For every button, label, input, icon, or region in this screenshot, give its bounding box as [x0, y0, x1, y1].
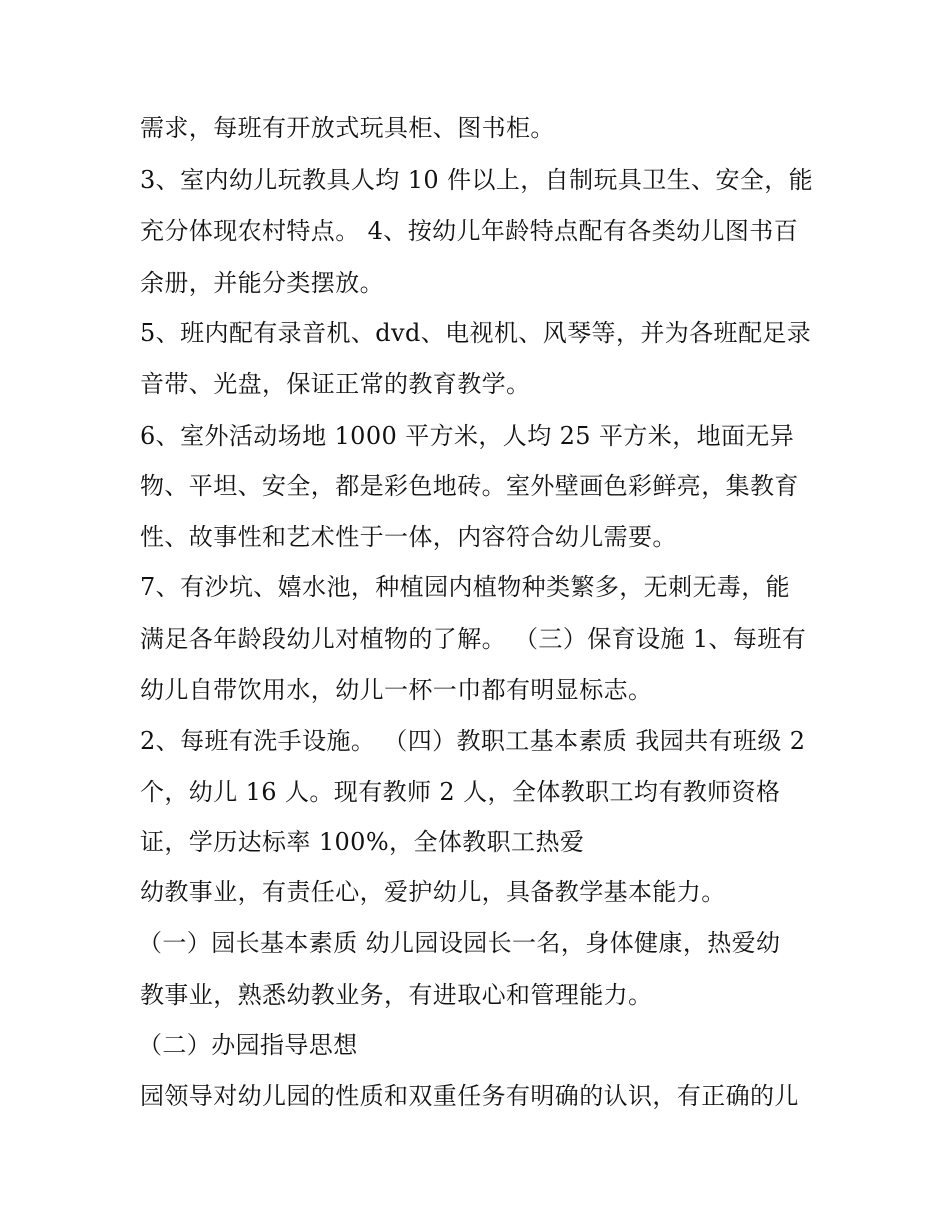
text-line: （二）办园指导思想 — [138, 1031, 358, 1059]
text-line: 满足各年龄段幼儿对植物的了解。 （三）保育设施 1、每班有 — [140, 625, 807, 653]
text-line: 幼儿自带饮用水，幼儿一杯一巾都有明显标志。 — [140, 676, 653, 704]
text-line: 2、每班有洗手设施。 （四）教职工基本素质 我园共有班级 2 — [140, 727, 806, 755]
text-line: 园领导对幼儿园的性质和双重任务有明确的认识，有正确的儿 — [140, 1082, 799, 1110]
text-line: 物、平坦、安全，都是彩色地砖。室外壁画色彩鲜亮，集教育 — [140, 472, 799, 500]
text-line: 余册，并能分类摆放。 — [140, 269, 384, 297]
text-line: 6、室外活动场地 1000 平方米，人均 25 平方米，地面无异 — [140, 422, 795, 450]
text-line: 幼教事业，有责任心，爱护幼儿，具备教学基本能力。 — [140, 878, 726, 906]
text-line: 充分体现农村特点。 4、按幼儿年龄特点配有各类幼儿图书百 — [140, 217, 799, 245]
text-line: （一）园长基本素质 幼儿园设园长一名，身体健康，热爱幼 — [138, 929, 781, 957]
text-line: 3、室内幼儿玩教具人均 10 件以上，自制玩具卫生、安全，能 — [140, 166, 814, 194]
text-line: 音带、光盘，保证正常的教育教学。 — [140, 370, 531, 398]
text-line: 5、班内配有录音机、dvd、电视机、风琴等，并为各班配足录 — [140, 319, 812, 347]
text-line: 需求，每班有开放式玩具柜、图书柜。 — [140, 114, 555, 142]
text-line: 证，学历达标率 100%，全体教职工热爱 — [140, 828, 585, 856]
text-line: 个，幼儿 16 人。现有教师 2 人，全体教职工均有教师资格 — [140, 778, 781, 806]
text-line: 性、故事性和艺术性于一体，内容符合幼儿需要。 — [140, 523, 677, 551]
text-line: 教事业，熟悉幼教业务，有进取心和管理能力。 — [140, 981, 653, 1009]
text-line: 7、有沙坑、嬉水池，种植园内植物种类繁多，无刺无毒，能 — [140, 573, 791, 601]
